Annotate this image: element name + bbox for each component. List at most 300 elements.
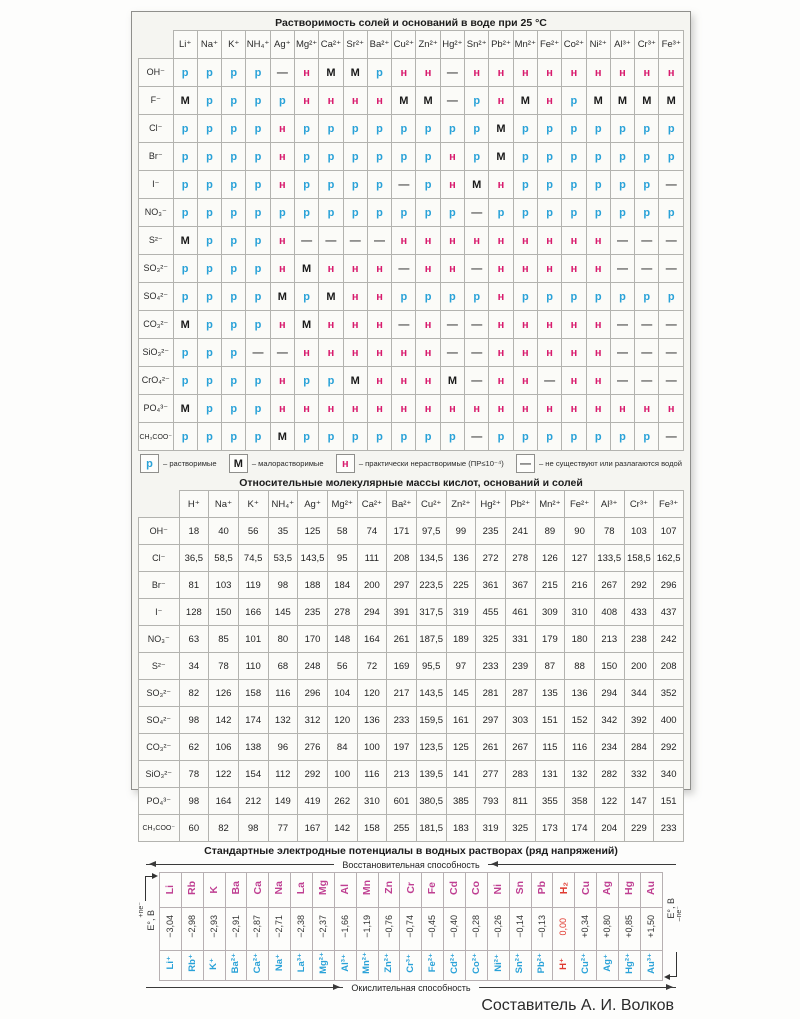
metal-cell <box>225 873 247 908</box>
solubility-cell: — <box>440 87 464 115</box>
solubility-cell: н <box>537 59 561 87</box>
legend-symbol-box: н <box>336 454 355 473</box>
solubility-cell: р <box>416 199 440 227</box>
mass-cell: 303 <box>505 707 535 734</box>
solubility-cell: — <box>635 367 659 395</box>
mass-cell: 98 <box>238 815 268 842</box>
mass-cell: 278 <box>505 545 535 572</box>
mass-cell: 78 <box>209 653 239 680</box>
mass-cell: 78 <box>594 518 624 545</box>
solubility-cell: р <box>465 87 489 115</box>
cation-header: Na⁺ <box>197 31 221 59</box>
solubility-cell: — <box>659 255 684 283</box>
solubility-cell: р <box>586 423 610 451</box>
table-row <box>139 199 684 227</box>
anion-label: Cl⁻ <box>139 115 174 143</box>
ion-cell <box>160 951 182 981</box>
mass-cell: 248 <box>298 653 328 680</box>
mass-cell: 125 <box>298 518 328 545</box>
mass-cell: 40 <box>209 518 239 545</box>
solubility-cell: М <box>294 255 318 283</box>
mass-cell: 36,5 <box>179 545 209 572</box>
mass-cell: 136 <box>446 545 476 572</box>
solubility-table <box>138 30 684 451</box>
potential-cell <box>400 908 422 951</box>
ion-cell-text: Cd²⁺ <box>448 952 460 974</box>
mass-cell: 261 <box>387 626 417 653</box>
legend-text: – практически нерастворимые (ПР≤10⁻⁴) <box>358 459 504 468</box>
mass-cell: 437 <box>654 599 684 626</box>
solubility-cell: р <box>246 87 270 115</box>
solubility-cell: н <box>586 311 610 339</box>
table-row <box>139 653 684 680</box>
solubility-cell: р <box>222 87 246 115</box>
solubility-cell: — <box>465 255 489 283</box>
potential-cell <box>487 908 509 951</box>
solubility-cell: — <box>635 339 659 367</box>
solubility-cell: р <box>246 171 270 199</box>
metal-cell <box>269 873 291 908</box>
mass-cell: 282 <box>594 761 624 788</box>
mass-cell: 400 <box>654 707 684 734</box>
ion-cell-text: K⁺ <box>208 957 220 970</box>
mass-cell: 131 <box>535 761 565 788</box>
cation-header: NH₄⁺ <box>246 31 270 59</box>
anion-label: OH⁻ <box>139 59 174 87</box>
compiler-credit: Составитель А. И. Волков <box>481 997 674 1014</box>
mass-cell: 283 <box>505 761 535 788</box>
solubility-cell: р <box>513 115 537 143</box>
solubility-cell: н <box>537 395 561 423</box>
ion-cell-text: Rb⁺ <box>186 954 198 972</box>
mass-cell: 150 <box>594 653 624 680</box>
solubility-cell: н <box>586 339 610 367</box>
solubility-cell: н <box>294 339 318 367</box>
solubility-cell: н <box>367 367 391 395</box>
solubility-cell: р <box>513 143 537 171</box>
mass-cell: 82 <box>209 815 239 842</box>
mass-cell: 281 <box>476 680 506 707</box>
mass-cell: 292 <box>654 734 684 761</box>
solubility-cell: р <box>367 59 391 87</box>
table-row <box>139 599 684 626</box>
solubility-cell: р <box>513 199 537 227</box>
vals-row <box>160 908 663 951</box>
solubility-cell: р <box>392 423 416 451</box>
metal-cell-text: Ca <box>251 880 264 895</box>
cation-header: Fe²⁺ <box>537 31 561 59</box>
cation-header: Al³⁺ <box>594 491 624 518</box>
cation-header: K⁺ <box>222 31 246 59</box>
mass-cell: 100 <box>357 734 387 761</box>
table-row <box>139 339 684 367</box>
solubility-cell: р <box>367 199 391 227</box>
solubility-cell: р <box>440 283 464 311</box>
metal-cell-text: H₂ <box>557 881 570 894</box>
mass-cell: 455 <box>476 599 506 626</box>
mass-cell: 229 <box>624 815 654 842</box>
mass-cell: 200 <box>624 653 654 680</box>
solubility-cell: р <box>197 199 221 227</box>
solubility-cell: — <box>659 171 684 199</box>
mass-cell: 133,5 <box>594 545 624 572</box>
solubility-cell: — <box>537 367 561 395</box>
solubility-cell: н <box>537 339 561 367</box>
ion-cell-text: Au³⁺ <box>645 952 657 974</box>
mass-cell: 90 <box>565 518 595 545</box>
mass-cell: 58 <box>327 518 357 545</box>
solubility-cell: н <box>659 395 684 423</box>
legend-symbol-box: М <box>229 454 248 473</box>
corner-cell <box>139 31 174 59</box>
cation-header: Sn²⁺ <box>465 31 489 59</box>
solubility-cell: р <box>367 143 391 171</box>
metal-cell <box>160 873 182 908</box>
metal-cell-text: Li <box>164 884 177 894</box>
solubility-cell: р <box>294 171 318 199</box>
mass-cell: 164 <box>209 788 239 815</box>
mass-cell: 101 <box>238 626 268 653</box>
solubility-cell: р <box>465 283 489 311</box>
mass-cell: 267 <box>505 734 535 761</box>
ion-cell <box>597 951 619 981</box>
mass-cell: 132 <box>268 707 298 734</box>
solubility-cell: н <box>416 367 440 395</box>
cation-header: Ag⁺ <box>270 31 294 59</box>
table-row <box>139 395 684 423</box>
mass-cell: 139,5 <box>416 761 446 788</box>
solubility-cell: н <box>367 283 391 311</box>
potential-cell <box>378 908 400 951</box>
metal-cell-text: Pb <box>535 880 548 895</box>
mass-cell: 116 <box>565 734 595 761</box>
solubility-cell: М <box>319 283 343 311</box>
solubility-cell: р <box>222 367 246 395</box>
mass-cell: 136 <box>357 707 387 734</box>
mass-cell: 122 <box>209 761 239 788</box>
mass-cell: 179 <box>535 626 565 653</box>
solubility-cell: н <box>586 367 610 395</box>
solubility-cell: р <box>246 283 270 311</box>
mass-cell: 319 <box>446 599 476 626</box>
solubility-cell: р <box>416 115 440 143</box>
ion-cell <box>356 951 378 981</box>
mass-cell: 80 <box>268 626 298 653</box>
mass-cell: 294 <box>594 680 624 707</box>
solubility-cell: р <box>489 199 513 227</box>
metal-cell-text: Al <box>339 883 352 894</box>
cation-header: Fe³⁺ <box>654 491 684 518</box>
solubility-cell: р <box>173 143 197 171</box>
metal-cell <box>509 873 531 908</box>
electrode-potential-series <box>138 872 684 981</box>
solubility-cell: р <box>367 171 391 199</box>
solubility-cell: н <box>270 255 294 283</box>
mass-cell: 62 <box>179 734 209 761</box>
solubility-cell: н <box>586 255 610 283</box>
solubility-cell: р <box>635 143 659 171</box>
mass-cell: 142 <box>209 707 239 734</box>
ion-cell-text: Mg²⁺ <box>317 952 329 974</box>
mass-cell: 115 <box>535 734 565 761</box>
solubility-cell: н <box>367 339 391 367</box>
cation-header: Zn²⁺ <box>446 491 476 518</box>
solubility-cell: н <box>343 311 367 339</box>
mass-cell: 56 <box>238 518 268 545</box>
mass-cell: 142 <box>327 815 357 842</box>
potential-cell <box>225 908 247 951</box>
solubility-cell: н <box>513 59 537 87</box>
left-elbow-arrow-icon <box>145 876 155 901</box>
metals-row <box>160 873 663 908</box>
solubility-cell: — <box>635 311 659 339</box>
mass-cell: 235 <box>476 518 506 545</box>
solubility-cell: н <box>343 395 367 423</box>
metal-cell <box>181 873 203 908</box>
solubility-cell: р <box>562 87 586 115</box>
ion-cell <box>444 951 466 981</box>
mass-cell: 325 <box>476 626 506 653</box>
metal-cell <box>356 873 378 908</box>
solubility-cell: н <box>513 255 537 283</box>
metal-cell-text: La <box>295 881 308 894</box>
metal-cell-text: Mg <box>317 879 330 896</box>
potential-cell <box>619 908 641 951</box>
solubility-cell: — <box>610 227 634 255</box>
mass-cell: 204 <box>594 815 624 842</box>
mass-cell: 355 <box>535 788 565 815</box>
mass-cell: 278 <box>327 599 357 626</box>
mass-cell: 167 <box>298 815 328 842</box>
solubility-cell: р <box>659 115 684 143</box>
solubility-cell: р <box>513 171 537 199</box>
potential-cell <box>313 908 335 951</box>
solubility-cell: н <box>489 339 513 367</box>
solubility-cell: н <box>537 311 561 339</box>
table-row <box>139 311 684 339</box>
table-row <box>139 115 684 143</box>
potential-cell-text: −0,14 <box>514 915 525 938</box>
solubility-cell: р <box>586 143 610 171</box>
solubility-cell: н <box>343 87 367 115</box>
table-row <box>139 59 684 87</box>
mass-cell: 187,5 <box>416 626 446 653</box>
solubility-cell: М <box>416 87 440 115</box>
mass-cell: 173 <box>535 815 565 842</box>
mass-cell: 174 <box>238 707 268 734</box>
solubility-cell: р <box>222 283 246 311</box>
ion-cell <box>203 951 225 981</box>
mass-cell: 408 <box>594 599 624 626</box>
anion-label: SiO₃²⁻ <box>139 339 174 367</box>
right-electrons-label: –ne⁻ <box>676 906 683 922</box>
solubility-cell: н <box>489 395 513 423</box>
anion-label: CrO₄²⁻ <box>139 367 174 395</box>
solubility-cell: р <box>222 59 246 87</box>
mass-cell: 235 <box>298 599 328 626</box>
mass-cell: 208 <box>654 653 684 680</box>
potential-cell <box>509 908 531 951</box>
solubility-cell: н <box>513 311 537 339</box>
solubility-cell: р <box>173 339 197 367</box>
metal-cell <box>400 873 422 908</box>
solubility-cell: р <box>392 283 416 311</box>
mass-cell: 233 <box>476 653 506 680</box>
potential-cell-text: −0,76 <box>383 915 394 938</box>
solubility-cell: р <box>635 283 659 311</box>
mass-cell: 215 <box>535 572 565 599</box>
solubility-cell: н <box>440 227 464 255</box>
cation-header: Hg²⁺ <box>440 31 464 59</box>
mass-cell: 99 <box>446 518 476 545</box>
table-row <box>139 707 684 734</box>
solubility-cell: н <box>513 339 537 367</box>
solubility-cell: н <box>489 283 513 311</box>
anion-label: Br⁻ <box>139 143 174 171</box>
solubility-cell: н <box>367 255 391 283</box>
table-row <box>139 815 684 842</box>
solubility-cell: н <box>270 311 294 339</box>
solubility-cell: р <box>294 367 318 395</box>
cation-header: Fe³⁺ <box>659 31 684 59</box>
table-row <box>139 367 684 395</box>
potential-cell-text: −2,93 <box>208 915 219 938</box>
ion-cell <box>181 951 203 981</box>
metal-cell <box>531 873 553 908</box>
solubility-cell: н <box>610 59 634 87</box>
solubility-cell: р <box>294 143 318 171</box>
solubility-cell: н <box>319 255 343 283</box>
solubility-cell: н <box>319 395 343 423</box>
cation-header: Ba²⁺ <box>387 491 417 518</box>
reduction-axis-label: Восстановительная способность <box>342 859 480 870</box>
solubility-cell: М <box>173 395 197 423</box>
solubility-cell: М <box>586 87 610 115</box>
ion-cell <box>291 951 313 981</box>
solubility-cell: р <box>197 227 221 255</box>
solubility-cell: р <box>222 339 246 367</box>
solubility-cell: р <box>392 143 416 171</box>
solubility-cell: р <box>319 423 343 451</box>
cation-header: K⁺ <box>238 491 268 518</box>
mass-cell: 419 <box>298 788 328 815</box>
cation-header: Ag⁺ <box>298 491 328 518</box>
solubility-cell: р <box>197 311 221 339</box>
solubility-cell: н <box>610 395 634 423</box>
potential-cell <box>291 908 313 951</box>
mass-cell: 342 <box>594 707 624 734</box>
solubility-cell: — <box>610 339 634 367</box>
mass-cell: 358 <box>565 788 595 815</box>
solubility-cell: — <box>465 311 489 339</box>
cation-header: Mg²⁺ <box>327 491 357 518</box>
solubility-cell: — <box>465 423 489 451</box>
table-row <box>139 572 684 599</box>
solubility-cell: М <box>489 143 513 171</box>
solubility-cell: р <box>586 171 610 199</box>
solubility-cell: р <box>537 115 561 143</box>
potential-cell <box>247 908 269 951</box>
solubility-cell: н <box>416 395 440 423</box>
mass-cell: 277 <box>476 761 506 788</box>
solubility-cell: р <box>319 367 343 395</box>
cation-header: Ba²⁺ <box>367 31 391 59</box>
metal-cell-text: Rb <box>186 880 199 895</box>
mass-cell: 158,5 <box>624 545 654 572</box>
solubility-cell: р <box>173 171 197 199</box>
solubility-cell: — <box>440 59 464 87</box>
mass-cell: 116 <box>357 761 387 788</box>
solubility-cell: н <box>319 311 343 339</box>
solubility-cell: — <box>440 339 464 367</box>
solubility-cell: н <box>440 255 464 283</box>
reduction-axis <box>146 858 676 871</box>
solubility-cell: р <box>610 171 634 199</box>
right-arrow-line <box>479 987 676 988</box>
cation-header: Co²⁺ <box>562 31 586 59</box>
solubility-cell: р <box>562 423 586 451</box>
mass-cell: 87 <box>535 653 565 680</box>
solubility-cell: М <box>610 87 634 115</box>
potential-cell <box>466 908 488 951</box>
left-potential-label: Е°, В <box>146 910 156 931</box>
mass-cell: 107 <box>654 518 684 545</box>
solubility-cell: р <box>222 115 246 143</box>
mass-cell: 297 <box>476 707 506 734</box>
molecular-mass-table <box>138 490 684 842</box>
solubility-cell: р <box>197 59 221 87</box>
mass-cell: 97,5 <box>416 518 446 545</box>
mass-cell: 267 <box>594 572 624 599</box>
solubility-cell: р <box>440 423 464 451</box>
solubility-cell: р <box>367 423 391 451</box>
anion-label: Cl⁻ <box>139 545 180 572</box>
solubility-cell: н <box>270 227 294 255</box>
ion-cell-text: Mn²⁺ <box>361 952 373 974</box>
solubility-cell: н <box>489 255 513 283</box>
metal-cell-text: Hg <box>623 880 636 895</box>
solubility-cell: н <box>537 87 561 115</box>
potential-cell <box>531 908 553 951</box>
solubility-cell: р <box>173 423 197 451</box>
solubility-cell: н <box>343 255 367 283</box>
solubility-cell: н <box>489 227 513 255</box>
solubility-cell: р <box>513 283 537 311</box>
solubility-cell: М <box>392 87 416 115</box>
potential-cell-text: −1,66 <box>339 915 350 938</box>
table-row <box>139 283 684 311</box>
metal-cell <box>203 873 225 908</box>
solubility-cell: р <box>173 59 197 87</box>
solubility-cell: р <box>270 87 294 115</box>
potential-cell <box>334 908 356 951</box>
mass-cell: 189 <box>446 626 476 653</box>
mass-cell: 162,5 <box>654 545 684 572</box>
solubility-cell: н <box>367 395 391 423</box>
solubility-cell: н <box>294 395 318 423</box>
metal-cell-text: Cu <box>579 880 592 895</box>
solubility-cell: р <box>537 423 561 451</box>
potential-cell <box>444 908 466 951</box>
mass-cell: 126 <box>535 545 565 572</box>
mass-cell: 158 <box>357 815 387 842</box>
mass-cell: 461 <box>505 599 535 626</box>
solubility-cell: н <box>537 255 561 283</box>
anion-label: NO₃⁻ <box>139 626 180 653</box>
solubility-cell: н <box>416 339 440 367</box>
masses-title: Относительные молекулярные массы кислот, оснований и солей <box>239 477 583 489</box>
cation-header: Cr³⁺ <box>635 31 659 59</box>
